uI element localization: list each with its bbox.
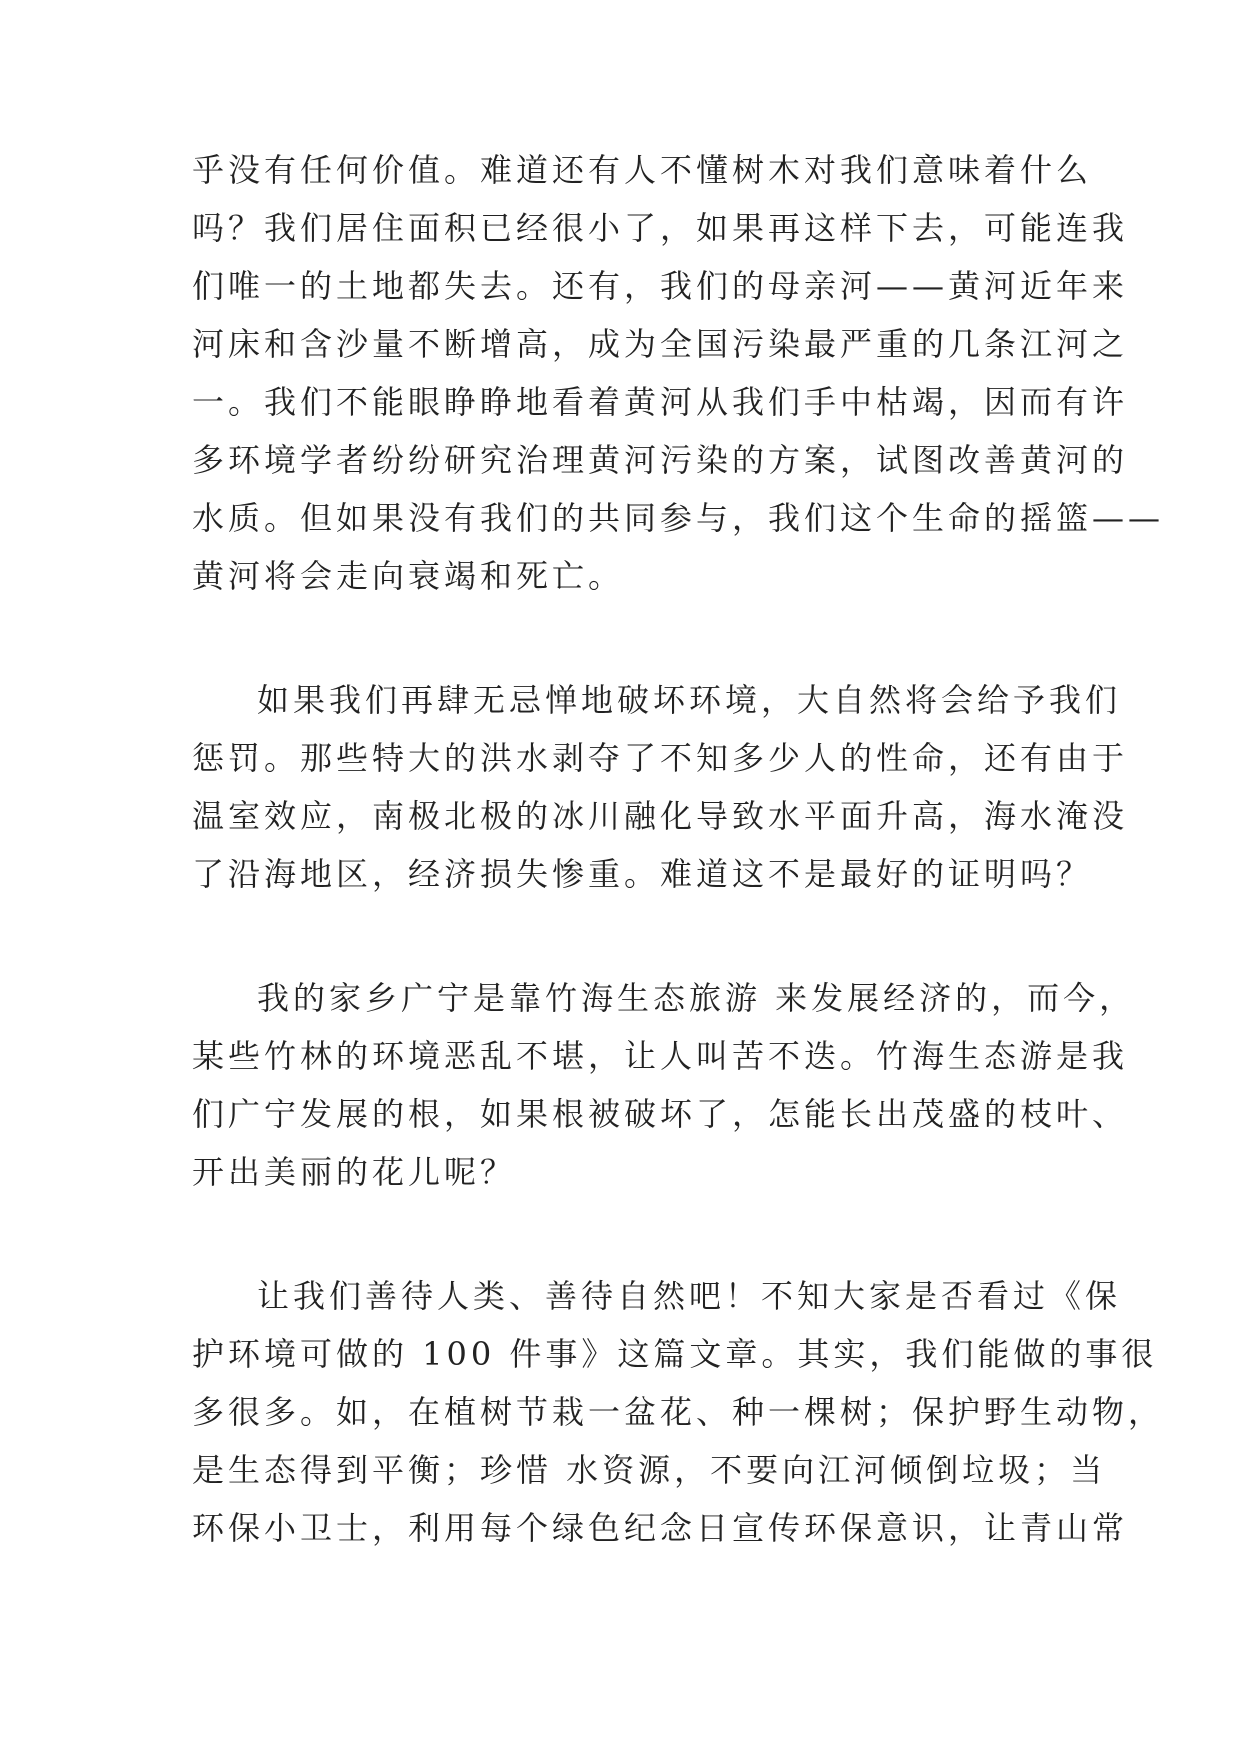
- text-line: 护环境可做的 100 件事》这篇文章。其实，我们能做的事很: [192, 1335, 1158, 1373]
- text-line: 乎没有任何价值。难道还有人不懂树木对我们意味着什么: [192, 151, 1093, 189]
- text-line: 多环境学者纷纷研究治理黄河污染的方案，试图改善黄河的: [192, 441, 1129, 479]
- text-line: 是生态得到平衡；珍惜 水资源，不要向江河倾倒垃圾；当: [192, 1451, 1107, 1489]
- text-line: 开出美丽的花儿呢？: [192, 1153, 517, 1191]
- paragraph-first-line: 我的家乡广宁是靠竹海生态旅游 来发展经济的，而今，: [257, 979, 1136, 1017]
- text-line: 黄河将会走向衰竭和死亡。: [192, 557, 625, 595]
- text-line: 多很多。如，在植树节栽一盆花、种一棵树；保护野生动物，: [192, 1393, 1165, 1431]
- text-line: 了沿海地区，经济损失惨重。难道这不是最好的证明吗？: [192, 855, 1093, 893]
- paragraph-first-line: 让我们善待人类、善待自然吧！不知大家是否看过《保: [257, 1277, 1122, 1315]
- text-line: 们广宁发展的根，如果根被破坏了，怎能长出茂盛的枝叶、: [192, 1095, 1129, 1133]
- text-line: 环保小卫士，利用每个绿色纪念日宣传环保意识，让青山常: [192, 1509, 1129, 1547]
- text-line: 吗？我们居住面积已经很小了，如果再这样下去，可能连我: [192, 209, 1129, 247]
- text-line: 河床和含沙量不断增高，成为全国污染最严重的几条江河之: [192, 325, 1129, 363]
- text-line: 水质。但如果没有我们的共同参与，我们这个生命的摇篮——: [192, 499, 1165, 537]
- paragraph-first-line: 如果我们再肆无忌惮地破坏环境，大自然将会给予我们: [257, 681, 1122, 719]
- text-line: 一。我们不能眼睁睁地看着黄河从我们手中枯竭，因而有许: [192, 383, 1129, 421]
- text-line: 某些竹林的环境恶乱不堪，让人叫苦不迭。竹海生态游是我: [192, 1037, 1129, 1075]
- text-line: 惩罚。那些特大的洪水剥夺了不知多少人的性命，还有由于: [192, 739, 1129, 777]
- text-line: 温室效应，南极北极的冰川融化导致水平面升高，海水淹没: [192, 797, 1129, 835]
- text-line: 们唯一的土地都失去。还有，我们的母亲河——黄河近年来: [192, 267, 1129, 305]
